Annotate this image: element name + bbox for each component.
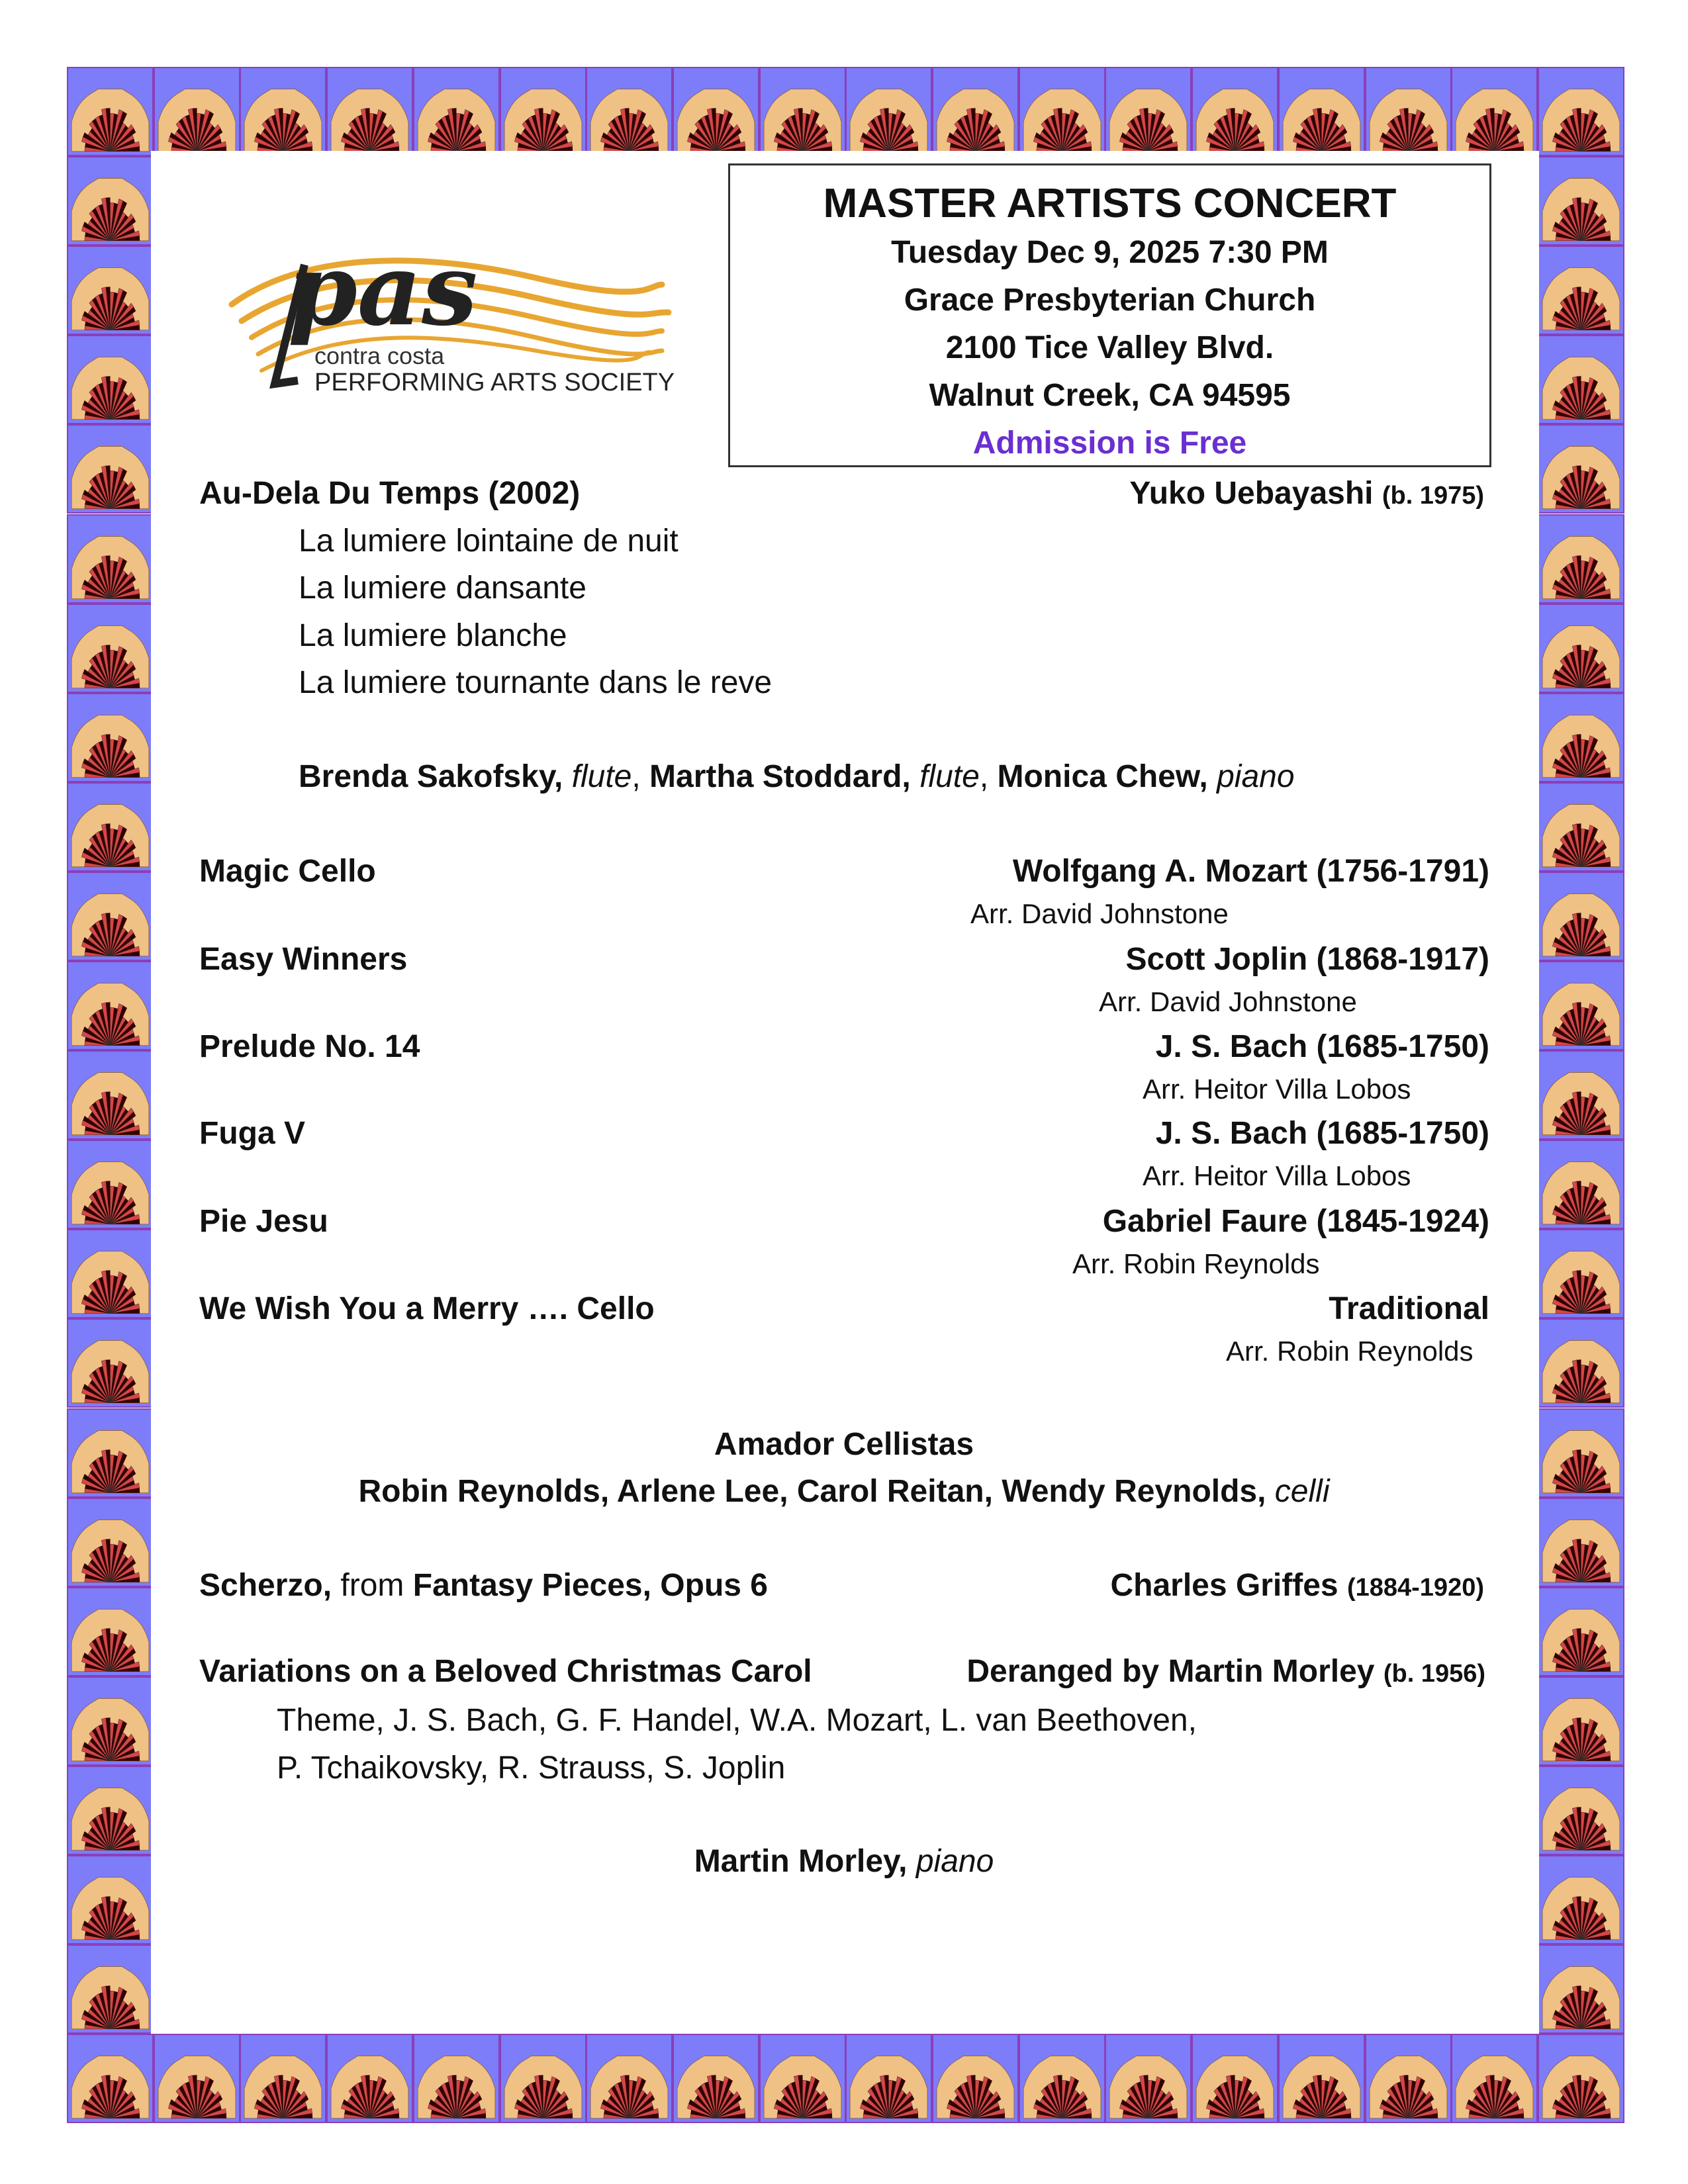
fan-tile bbox=[1365, 67, 1452, 156]
composer bbox=[1110, 1566, 1484, 1608]
composer-name: Yuko Uebayashi bbox=[1129, 476, 1374, 511]
fan-tile bbox=[1278, 2034, 1365, 2123]
pas-logo bbox=[225, 238, 695, 397]
fan-tile bbox=[586, 2034, 673, 2123]
instrument: flute bbox=[919, 759, 980, 794]
fan-tile bbox=[1538, 604, 1624, 693]
fan-tile bbox=[1538, 693, 1624, 782]
fan-tile bbox=[845, 2034, 932, 2123]
work: Fantasy Pieces, Opus 6 bbox=[412, 1568, 768, 1603]
instrument: piano bbox=[915, 1844, 994, 1879]
arranger: Arr. Heitor Villa Lobos bbox=[1143, 1160, 1411, 1191]
piece-title: We Wish You a Merry …. Cello bbox=[199, 1291, 655, 1326]
concert-info-box bbox=[728, 163, 1491, 467]
fan-tile bbox=[1538, 1587, 1624, 1676]
composer bbox=[1129, 474, 1484, 514]
fan-tile bbox=[1538, 872, 1624, 961]
fan-tile bbox=[1538, 1944, 1624, 2034]
composer-name: Deranged by Martin Morley bbox=[966, 1654, 1375, 1689]
arranger: Arr. David Johnstone bbox=[970, 898, 1229, 929]
fan-tile bbox=[586, 67, 673, 156]
fan-tile bbox=[1538, 156, 1624, 246]
fan-tile bbox=[67, 604, 154, 693]
piece-title: Easy Winners bbox=[199, 942, 408, 977]
venue-city: Walnut Creek, CA 94595 bbox=[929, 378, 1291, 413]
performer-line bbox=[0, 1842, 1688, 1882]
variation-composers: Theme, J. S. Bach, G. F. Handel, W.A. Mozart, L. van Beethoven, bbox=[277, 1703, 1197, 1738]
members: Robin Reynolds, Arlene Lee, Carol Reitan, Wendy Reynolds, bbox=[358, 1474, 1266, 1509]
piece-title: Fuga V bbox=[199, 1116, 306, 1151]
from: from bbox=[340, 1568, 404, 1603]
piece-title: Magic Cello bbox=[199, 854, 376, 889]
composer-name: Charles Griffes bbox=[1110, 1568, 1338, 1603]
composer bbox=[966, 1652, 1485, 1694]
movement: La lumiere tournante dans le reve bbox=[299, 665, 773, 700]
fan-tile bbox=[67, 1229, 154, 1318]
fan-tile bbox=[1538, 67, 1624, 156]
admission-note: Admission is Free bbox=[972, 426, 1247, 461]
fan-tile bbox=[1538, 1140, 1624, 1229]
fan-tile bbox=[1451, 67, 1538, 156]
fan-tile bbox=[154, 67, 240, 156]
logo-line2: PERFORMING ARTS SOCIETY bbox=[314, 369, 675, 396]
fan-tile bbox=[326, 67, 413, 156]
fan-tile bbox=[1538, 514, 1624, 604]
performers-line bbox=[299, 757, 1295, 797]
venue-street: 2100 Tice Valley Blvd. bbox=[945, 330, 1274, 365]
fan-tile bbox=[1105, 67, 1192, 156]
fan-tile bbox=[1105, 2034, 1192, 2123]
fan-tile bbox=[67, 1587, 154, 1676]
composer: Wolfgang A. Mozart (1756-1791) bbox=[1012, 854, 1489, 889]
ensemble-members bbox=[0, 1472, 1688, 1512]
piece-title: Au-Dela Du Temps (2002) bbox=[199, 476, 581, 511]
fan-tile bbox=[67, 693, 154, 782]
fan-tile bbox=[1192, 2034, 1278, 2123]
fan-tile bbox=[67, 1050, 154, 1140]
fan-tile bbox=[154, 2034, 240, 2123]
instrument: celli bbox=[1274, 1474, 1330, 1509]
movement: La lumiere dansante bbox=[299, 570, 586, 606]
arranger: Arr. Robin Reynolds bbox=[1072, 1248, 1320, 1279]
fan-tile bbox=[759, 67, 846, 156]
fan-tile bbox=[1365, 2034, 1452, 2123]
composer-dates: (b. 1956) bbox=[1383, 1660, 1485, 1688]
arranger: Arr. Heitor Villa Lobos bbox=[1143, 1073, 1411, 1105]
fan-tile bbox=[67, 67, 154, 156]
fan-tile bbox=[240, 67, 326, 156]
fan-tile bbox=[500, 2034, 586, 2123]
fan-tile bbox=[1278, 67, 1365, 156]
composer: Scott Joplin (1868-1917) bbox=[1125, 942, 1489, 977]
fan-tile bbox=[1538, 782, 1624, 872]
composer-dates: (1884-1920) bbox=[1346, 1574, 1484, 1602]
performer-name: Martha Stoddard, bbox=[649, 759, 911, 794]
separator: , bbox=[632, 759, 641, 794]
performer-name: Martin Morley, bbox=[694, 1844, 908, 1879]
fan-tile bbox=[1538, 1050, 1624, 1140]
fan-tile bbox=[240, 2034, 326, 2123]
arranger: Arr. Robin Reynolds bbox=[1226, 1336, 1474, 1367]
fan-tile bbox=[1192, 67, 1278, 156]
piece-title: Variations on a Beloved Christmas Carol bbox=[199, 1654, 812, 1689]
fan-tile bbox=[67, 2034, 154, 2123]
fan-tile bbox=[67, 1944, 154, 2034]
fan-tile bbox=[67, 1676, 154, 1766]
fan-tile bbox=[932, 2034, 1019, 2123]
separator: , bbox=[979, 759, 989, 794]
piece-title: Pie Jesu bbox=[199, 1204, 328, 1239]
fan-tile bbox=[845, 67, 932, 156]
venue-name: Grace Presbyterian Church bbox=[904, 283, 1316, 318]
composer: Traditional bbox=[1329, 1291, 1489, 1326]
fan-tile bbox=[1538, 246, 1624, 335]
fan-tile bbox=[1538, 961, 1624, 1050]
piece-title: Prelude No. 14 bbox=[199, 1029, 420, 1064]
piece-title bbox=[199, 1566, 768, 1606]
fan-tile bbox=[673, 67, 759, 156]
logo-line1: contra costa bbox=[314, 342, 445, 369]
instrument: flute bbox=[571, 759, 632, 794]
arranger: Arr. David Johnstone bbox=[1099, 986, 1357, 1017]
fan-tile bbox=[67, 246, 154, 335]
fan-tile bbox=[67, 961, 154, 1050]
movement: La lumiere blanche bbox=[299, 618, 567, 653]
fan-tile bbox=[1538, 1676, 1624, 1766]
fan-tile bbox=[67, 872, 154, 961]
concert-title: MASTER ARTISTS CONCERT bbox=[823, 181, 1397, 226]
fan-tile bbox=[413, 67, 500, 156]
composer: J. S. Bach (1685-1750) bbox=[1155, 1029, 1489, 1064]
composer: J. S. Bach (1685-1750) bbox=[1155, 1116, 1489, 1151]
title: Scherzo, bbox=[199, 1568, 332, 1603]
fan-tile bbox=[326, 2034, 413, 2123]
fan-tile bbox=[67, 335, 154, 424]
fan-tile bbox=[1538, 1229, 1624, 1318]
fan-tile bbox=[500, 67, 586, 156]
fan-tile bbox=[67, 514, 154, 604]
ensemble-name: Amador Cellistas bbox=[714, 1427, 974, 1462]
fan-tile bbox=[1538, 1318, 1624, 1408]
svg-text:pas: pas bbox=[288, 238, 478, 348]
fan-tile bbox=[759, 2034, 846, 2123]
fan-tile bbox=[1538, 424, 1624, 514]
fan-tile bbox=[67, 782, 154, 872]
fan-tile bbox=[1451, 2034, 1538, 2123]
fan-tile bbox=[67, 156, 154, 246]
fan-tile bbox=[1019, 2034, 1105, 2123]
movement: La lumiere lointaine de nuit bbox=[299, 523, 679, 559]
fan-tile bbox=[67, 1140, 154, 1229]
fan-tile bbox=[67, 1318, 154, 1408]
fan-tile bbox=[932, 67, 1019, 156]
fan-tile bbox=[1019, 67, 1105, 156]
fan-tile bbox=[1538, 2034, 1624, 2123]
fan-tile bbox=[67, 424, 154, 514]
composer-dates: (b. 1975) bbox=[1382, 482, 1484, 510]
variation-composers: P. Tchaikovsky, R. Strauss, S. Joplin bbox=[277, 1751, 786, 1786]
performer-name: Monica Chew, bbox=[997, 759, 1208, 794]
performer-name: Brenda Sakofsky, bbox=[299, 759, 563, 794]
instrument: piano bbox=[1217, 759, 1295, 794]
fan-tile bbox=[1538, 335, 1624, 424]
fan-tile bbox=[413, 2034, 500, 2123]
fan-tile bbox=[673, 2034, 759, 2123]
concert-date: Tuesday Dec 9, 2025 7:30 PM bbox=[891, 235, 1329, 270]
composer: Gabriel Faure (1845-1924) bbox=[1102, 1204, 1489, 1239]
